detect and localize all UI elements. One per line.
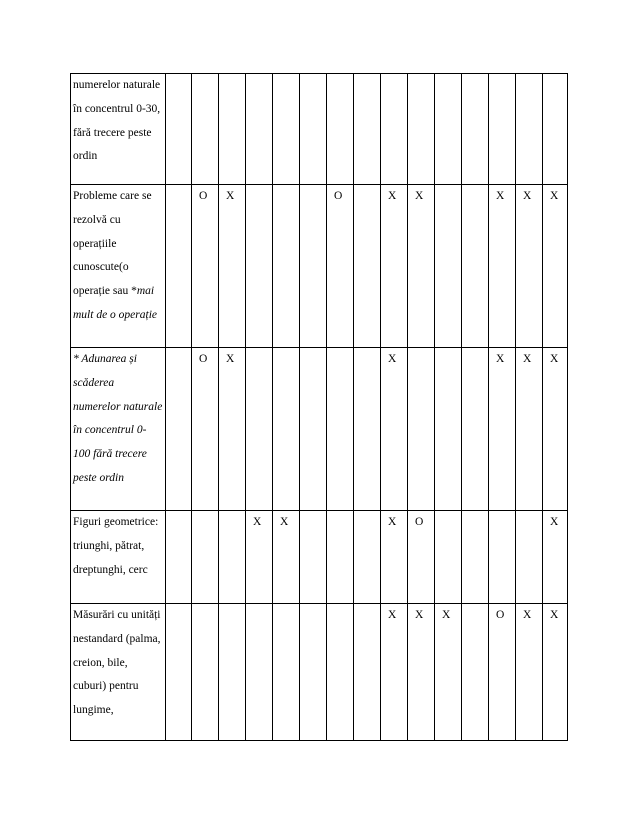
table-cell [300, 604, 327, 741]
row-label: * Adunarea și scăderea numerelor naturale în concentrul 0-100 fără trecere peste ordin [71, 348, 166, 511]
table-cell: X [543, 604, 568, 741]
table-cell [408, 74, 435, 185]
table-cell: X [516, 604, 543, 741]
table-cell: X [516, 348, 543, 511]
table-cell [435, 74, 462, 185]
table-row [71, 604, 568, 741]
table-cell [192, 604, 219, 741]
table-cell: O [327, 185, 354, 348]
table-cell [516, 511, 543, 604]
table-cell [246, 74, 273, 185]
table-cell [543, 74, 568, 185]
table-cell [462, 604, 489, 741]
table-cell [166, 185, 192, 348]
table-cell [489, 74, 516, 185]
table-cell [166, 604, 192, 741]
table-cell: O [192, 185, 219, 348]
table-cell [273, 604, 300, 741]
table-cell [327, 348, 354, 511]
table-cell [192, 74, 219, 185]
table-cell [219, 604, 246, 741]
table-cell [516, 74, 543, 185]
table-cell: X [381, 185, 408, 348]
table-cell [300, 511, 327, 604]
table-cell: X [516, 185, 543, 348]
table-cell [246, 604, 273, 741]
table-cell [489, 511, 516, 604]
table-cell [219, 511, 246, 604]
row-label-italic: mai mult de o operație [73, 285, 157, 321]
table-cell: O [408, 511, 435, 604]
table-row [71, 74, 568, 185]
evaluation-table [70, 73, 568, 741]
table-cell [246, 348, 273, 511]
table-cell [435, 348, 462, 511]
table-cell [435, 185, 462, 348]
table-cell [354, 74, 381, 185]
table-cell [300, 348, 327, 511]
table-cell: X [381, 511, 408, 604]
table-cell: X [408, 185, 435, 348]
table-cell: X [219, 348, 246, 511]
table-cell [462, 348, 489, 511]
table-cell [166, 74, 192, 185]
table-cell: X [381, 604, 408, 741]
table-cell: X [408, 604, 435, 741]
table-cell [327, 74, 354, 185]
table-cell [300, 185, 327, 348]
table-cell [273, 74, 300, 185]
table-cell: X [381, 348, 408, 511]
table-cell [192, 511, 219, 604]
table-cell: X [273, 511, 300, 604]
table-cell: X [543, 511, 568, 604]
table-cell [246, 185, 273, 348]
table-cell [219, 74, 246, 185]
table-cell [462, 74, 489, 185]
table-cell [166, 348, 192, 511]
table-cell: X [435, 604, 462, 741]
table-row [71, 185, 568, 348]
table-row [71, 511, 568, 604]
table-cell: X [543, 348, 568, 511]
table-cell [354, 185, 381, 348]
row-label: numerelor naturale în concentrul 0-30, fără trecere peste ordin [71, 74, 166, 185]
table-cell [354, 511, 381, 604]
table-cell [462, 185, 489, 348]
row-label: Măsurări cu unități nestandard (palma, creion, bile, cuburi) pentru lungime, [71, 604, 166, 741]
table-cell: X [246, 511, 273, 604]
table-cell [408, 348, 435, 511]
table-cell: X [489, 348, 516, 511]
table-cell [354, 348, 381, 511]
table-cell: X [543, 185, 568, 348]
table-cell [327, 511, 354, 604]
table-cell: O [489, 604, 516, 741]
row-label-plain: Probleme care se rezolvă cu operațiile cunoscute(o operație sau * [73, 190, 152, 298]
table-cell [300, 74, 327, 185]
table-cell [381, 74, 408, 185]
table-cell [273, 185, 300, 348]
table-row [71, 348, 568, 511]
table-cell [273, 348, 300, 511]
table-cell [354, 604, 381, 741]
table-cell [327, 604, 354, 741]
table-cell: O [192, 348, 219, 511]
table-cell [462, 511, 489, 604]
row-label: Figuri geometrice: triunghi, pătrat, dreptunghi, cerc [71, 511, 166, 604]
table-cell [435, 511, 462, 604]
row-label [71, 185, 166, 348]
table-cell: X [219, 185, 246, 348]
table-cell [166, 511, 192, 604]
table-cell: X [489, 185, 516, 348]
